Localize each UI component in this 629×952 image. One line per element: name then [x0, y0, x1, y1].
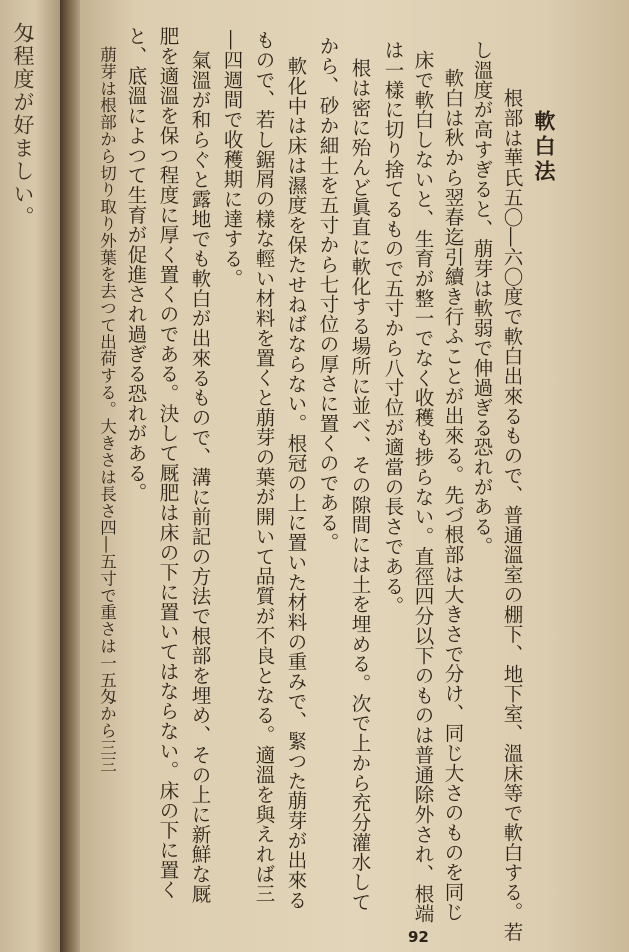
text-column: 根部は華氏五〇―六〇度で軟白出來るもので、普通溫室の棚下、地下室、溫床等で軟白する。若 — [500, 88, 524, 942]
page — [80, 0, 629, 952]
text-column: 根は密に殆んど眞直に軟化する場所に並べ、その隙間には土を埋める。次で上から充分灌水して — [348, 58, 372, 912]
text-column: 軟化中は床は濕度を保たせねばならない。根冠の上に置いた材料の重みで、緊つた萠芽が出來る — [284, 56, 308, 910]
text-column: は一樣に切り捨てるもので五寸から八寸位が適當の長さである。 — [381, 40, 405, 616]
text-column: もので、若し鋸屑の樣な輕い材料を置くと萠芽の葉が開いて品質が不良となる。適溫を與えれば三 — [252, 30, 276, 904]
text-column: し溫度が高すぎると、萠芽は軟弱で伸過ぎる恐れがある。 — [470, 40, 494, 557]
text-column: から、砂か細土を五寸から七寸位の厚さに置くのである。 — [316, 36, 340, 553]
text-column: ―四週間で收穫期に達する。 — [220, 30, 244, 289]
text-column: 萠芽は根部から切り取り外葉を去つて出荷する。大きさは長さ四―五寸で重さは一五匁から三三 — [97, 46, 117, 773]
facing-page-text: 匁程度が好ましい。 — [11, 22, 35, 229]
text-column: 氣溫が和らぐと露地でも軟白が出來るもので、溝に前記の方法で根部を埋め、その上に新鮮な厩 — [188, 50, 212, 904]
facing-page — [0, 0, 64, 952]
page-number: 92 — [408, 928, 429, 946]
text-column: 肥を適溫を保つ程度に厚く置くのである。決して厩肥は床の下に置いてはならない。床の下に置く — [156, 26, 180, 900]
text-column: 床で軟白しないと、生育が整一でなく收穫も捗らない。直徑四分以下のものは普通除外され、根端 — [411, 50, 435, 924]
section-heading: 軟白法 — [532, 110, 557, 185]
text-column: 軟白は秋から翌春迄引續き行ふことが出來る。先づ根部は大きさで分け、同じ大さのものを同じ — [441, 68, 465, 922]
text-column: と、底溫によつて生育が促進され過ぎる恐れがある。 — [124, 26, 148, 503]
